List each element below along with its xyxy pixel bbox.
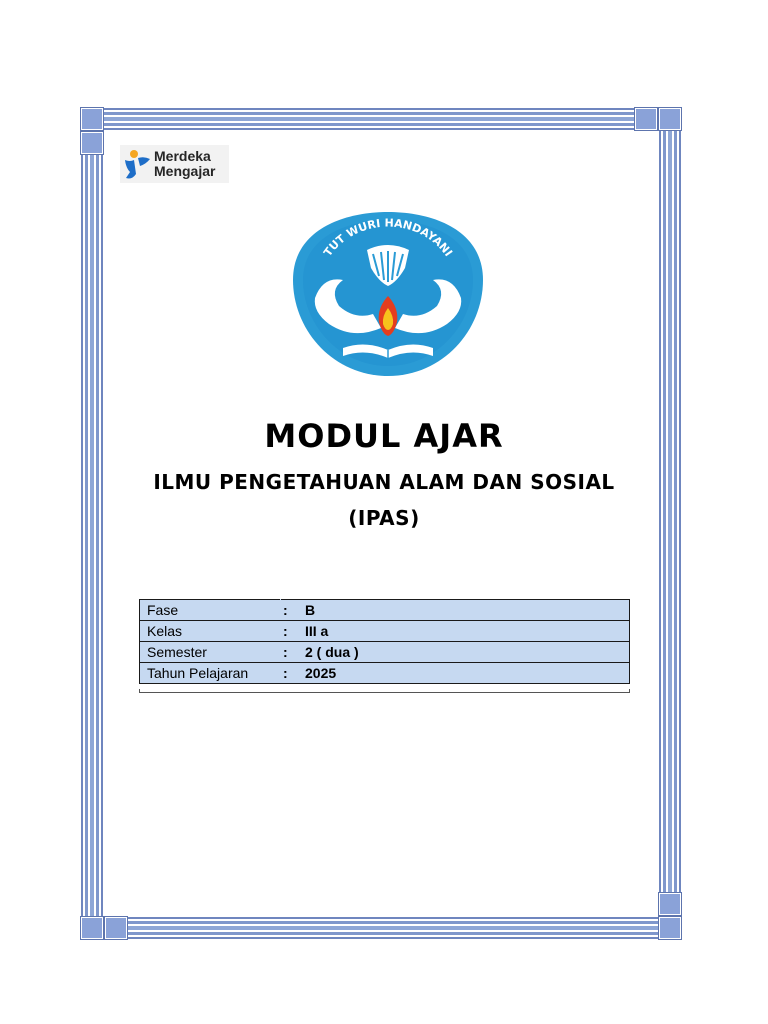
row-separator: : [281,600,294,621]
logo-text [154,149,215,179]
row-separator: : [281,621,294,642]
table-row [140,621,630,642]
table-row [140,600,630,621]
row-separator: : [281,642,294,663]
logo-line-1: Merdeka [154,148,211,164]
row-value: 2025 [293,663,630,684]
row-label: Kelas [140,621,281,642]
row-value: 2 ( dua ) [293,642,630,663]
row-separator: : [281,663,294,684]
border-top [81,108,681,130]
border-corner [635,108,657,130]
table-row [140,642,630,663]
border-corner [81,132,103,154]
subject-title: ILMU PENGETAHUAN ALAM DAN SOSIAL [153,470,615,494]
row-label: Semester [140,642,281,663]
border-corner [659,917,681,939]
border-corner [659,108,681,130]
border-corner [81,108,103,130]
tut-wuri-handayani-emblem [293,210,483,376]
logo-line-2: Mengajar [154,163,216,179]
emblem-motto: TUT WURI HANDAYANI [321,216,455,259]
border-bottom [81,917,681,939]
merdeka-mengajar-logo [120,145,229,183]
row-label: Tahun Pelajaran [140,663,281,684]
merdeka-mengajar-logo-icon [122,146,152,182]
border-corner [105,917,127,939]
subject-abbreviation: (IPAS) [348,506,420,530]
emblem-seal-icon [293,210,483,376]
border-corner [81,917,103,939]
row-value: B [293,600,630,621]
table-row [140,663,630,684]
row-label: Fase [140,600,281,621]
border-corner [659,893,681,915]
table-shadow-edge [139,689,630,693]
row-value: III a [293,621,630,642]
page-title: MODUL AJAR [264,417,504,455]
module-info-table [139,599,630,684]
